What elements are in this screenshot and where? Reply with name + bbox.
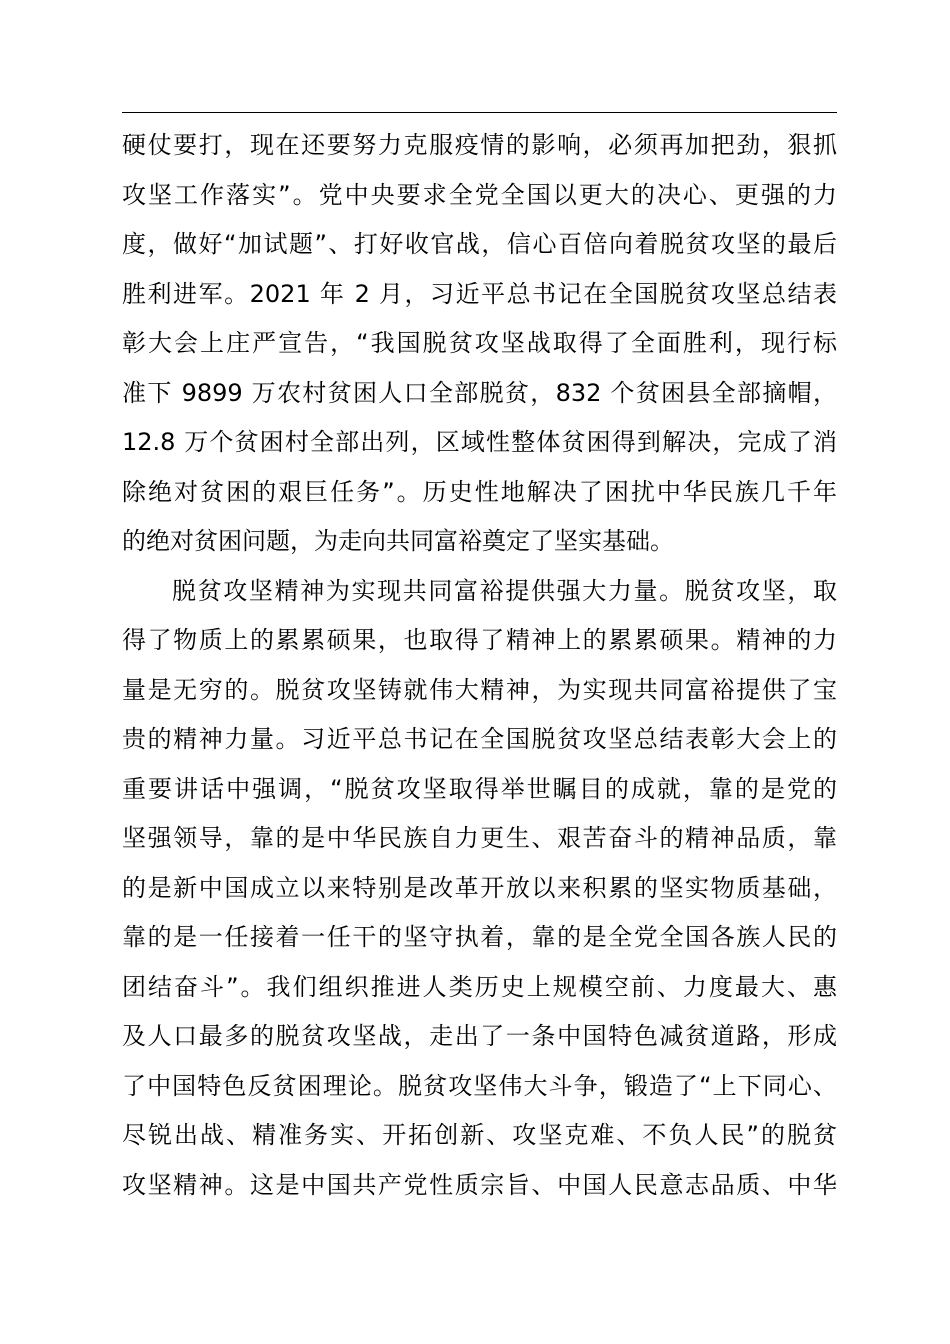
text-line: 度，做好“加试题”、打好收官战，信心百倍向着脱贫攻坚的最后 [122, 230, 837, 258]
text-line: 贵的精神力量。习近平总书记在全国脱贫攻坚总结表彰大会上的 [122, 725, 837, 753]
text-line: 及人口最多的脱贫攻坚战，走出了一条中国特色减贫道路，形成 [122, 1022, 837, 1050]
text-line: 胜利进军。2021 年 2 月，习近平总书记在全国脱贫攻坚总结表 [122, 279, 837, 308]
text-line: 量是无穷的。脱贫攻坚铸就伟大精神，为实现共同富裕提供了宝 [122, 675, 837, 704]
body-text [122, 125, 837, 1214]
text-line: 的是新中国成立以来特别是改革开放以来积累的坚实物质基础， [122, 873, 837, 902]
text-line: 准下 9899 万农村贫困人口全部脱贫，832 个贫困县全部摘帽， [122, 378, 837, 407]
text-line: 的绝对贫困问题，为走向共同富裕奠定了坚实基础。 [122, 527, 674, 555]
text-line: 12.8 万个贫困村全部出列，区域性整体贫困得到解决，完成了消 [122, 428, 837, 456]
text-line: 坚强领导，靠的是中华民族自力更生、艰苦奋斗的精神品质，靠 [122, 824, 837, 852]
paragraph-first-line: 脱贫攻坚精神为实现共同富裕提供强大力量。脱贫攻坚，取 [172, 576, 837, 605]
text-line: 了中国特色反贫困理论。脱贫攻坚伟大斗争，锻造了“上下同心、 [122, 1071, 837, 1100]
text-line: 尽锐出战、精准务实、开拓创新、攻坚克难、不负人民”的脱贫 [122, 1121, 837, 1149]
text-line: 攻坚精神。这是中国共产党性质宗旨、中国人民意志品质、中华 [122, 1170, 837, 1199]
header-rule [122, 112, 837, 113]
text-line: 重要讲话中强调，“脱贫攻坚取得举世瞩目的成就，靠的是党的 [122, 774, 837, 803]
text-line: 攻坚工作落实”。党中央要求全党全国以更大的决心、更强的力 [122, 180, 837, 209]
text-line: 除绝对贫困的艰巨任务”。历史性地解决了困扰中华民族几千年 [122, 477, 837, 506]
text-line: 得了物质上的累累硕果，也取得了精神上的累累硕果。精神的力 [122, 626, 837, 654]
text-line: 彰大会上庄严宣告，“我国脱贫攻坚战取得了全面胜利，现行标 [122, 329, 837, 357]
text-line: 团结奋斗”。我们组织推进人类历史上规模空前、力度最大、惠 [122, 972, 837, 1001]
text-line: 靠的是一任接着一任干的坚守执着，靠的是全党全国各族人民的 [122, 923, 837, 951]
text-line: 硬仗要打，现在还要努力克服疫情的影响，必须再加把劲，狠抓 [122, 131, 837, 159]
